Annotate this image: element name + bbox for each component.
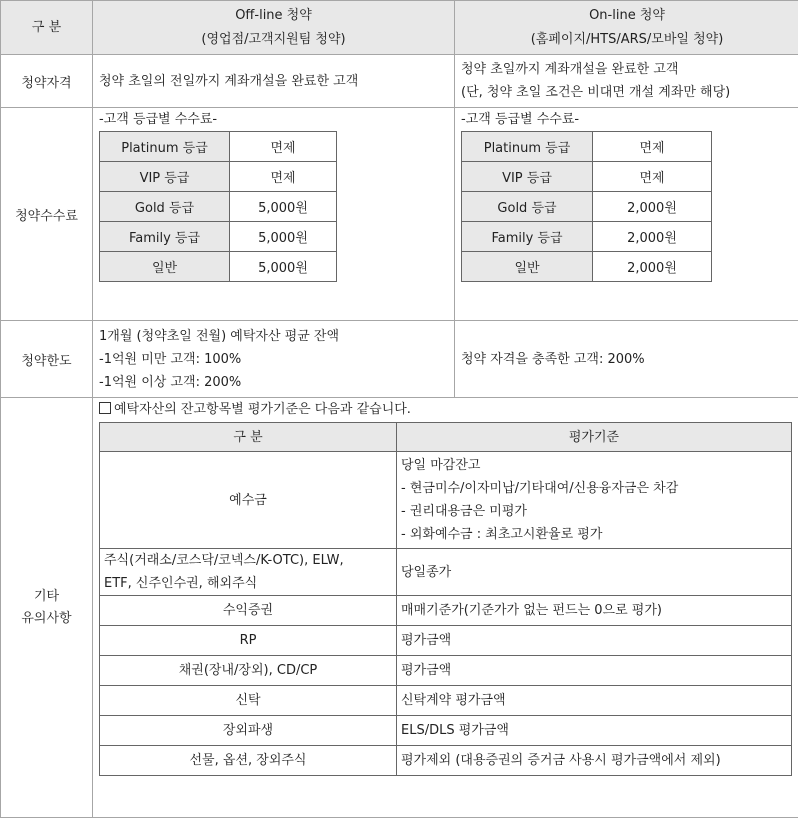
- stock-item-line1: 주식(거래소/코스닥/코넥스/K-OTC), ELW,: [104, 549, 392, 572]
- limit-offline-line1: 1개월 (청약초일 전월) 예탁자산 평균 잔액: [99, 325, 448, 348]
- fee-value: 5,000원: [230, 252, 337, 282]
- fee-grade: Family 등급: [100, 222, 230, 252]
- evaluation-criteria: 평가제외 (대용증권의 증거금 사용시 평가금액에서 제외): [397, 746, 792, 776]
- deposit-criteria-line3: - 권리대용금은 미평가: [401, 500, 787, 523]
- fee-offline-table: [99, 131, 337, 282]
- other-label-line2: 유의사항: [1, 608, 92, 630]
- table-row: [100, 596, 792, 626]
- table-row: [100, 746, 792, 776]
- evaluation-item: RP: [100, 626, 397, 656]
- limit-label: [1, 321, 93, 398]
- fee-row-item: [462, 132, 712, 162]
- fee-grade: 일반: [462, 252, 593, 282]
- limit-offline-line3: -1억원 이상 고객: 200%: [99, 371, 448, 394]
- fee-label: [1, 108, 93, 321]
- fee-online-title: -고객 등급별 수수료-: [461, 110, 793, 130]
- other-label-line1: 기타: [1, 586, 92, 608]
- fee-value: 면제: [593, 162, 712, 192]
- evaluation-table: [99, 422, 792, 776]
- checkbox-square-icon: [99, 402, 111, 414]
- offline-header-line1: Off-line 청약: [93, 4, 454, 28]
- fee-offline: [93, 108, 455, 321]
- fee-row-item: [462, 192, 712, 222]
- limit-offline-line2: -1억원 미만 고객: 100%: [99, 348, 448, 371]
- fee-value: 5,000원: [230, 192, 337, 222]
- table-row: [100, 549, 792, 596]
- deposit-criteria-line1: 당일 마감잔고: [401, 454, 787, 477]
- evaluation-item: 선물, 옵션, 장외주식: [100, 746, 397, 776]
- fee-online: [455, 108, 798, 321]
- limit-online-text: 청약 자격을 충족한 고객: 200%: [461, 352, 645, 367]
- fee-row-item: [462, 252, 712, 282]
- fee-label-text: 청약수수료: [15, 209, 78, 224]
- evaluation-criteria: 당일종가: [397, 549, 792, 596]
- fee-value: 면제: [230, 162, 337, 192]
- fee-value: 2,000원: [593, 222, 712, 252]
- evaluation-header-row: [100, 423, 792, 452]
- limit-online: [455, 321, 798, 398]
- table-row: [100, 716, 792, 746]
- deposit-criteria-line2: - 현금미수/이자미납/기타대여/신용융자금은 차감: [401, 477, 787, 500]
- evaluation-criteria: 신탁계약 평가금액: [397, 686, 792, 716]
- fee-grade: 일반: [100, 252, 230, 282]
- table-row: [100, 626, 792, 656]
- fee-row-item: [100, 252, 337, 282]
- evaluation-criteria: 평가금액: [397, 656, 792, 686]
- eligibility-row: [1, 55, 798, 108]
- evaluation-criteria: 평가금액: [397, 626, 792, 656]
- offline-header-line2: (영업점/고객지원팀 청약): [93, 28, 454, 52]
- eligibility-label: [1, 55, 93, 108]
- table-row: [100, 452, 792, 549]
- other-content: [93, 398, 798, 818]
- evaluation-item: 신탁: [100, 686, 397, 716]
- table-row: [100, 656, 792, 686]
- fee-value: 2,000원: [593, 252, 712, 282]
- fee-grade: Platinum 등급: [100, 132, 230, 162]
- limit-row: [1, 321, 798, 398]
- evaluation-item: [100, 549, 397, 596]
- eligibility-online-line2: (단, 청약 초일 조건은 비대면 개설 계좌만 해당): [461, 81, 793, 104]
- offline-header: [93, 1, 455, 55]
- eligibility-offline: [93, 55, 455, 108]
- fee-row-item: [100, 162, 337, 192]
- fee-grade: VIP 등급: [100, 162, 230, 192]
- evaluation-criteria: [397, 452, 792, 549]
- online-header-line2: (홈페이지/HTS/ARS/모바일 청약): [455, 28, 798, 52]
- eligibility-online: [455, 55, 798, 108]
- limit-offline: [93, 321, 455, 398]
- table-row: [100, 686, 792, 716]
- fee-row-item: [100, 132, 337, 162]
- online-header-line1: On-line 청약: [455, 4, 798, 28]
- other-label: [1, 398, 93, 818]
- evaluation-intro-text: 예탁자산의 잔고항목별 평가기준은 다음과 같습니다.: [114, 402, 411, 417]
- evaluation-col-criteria: 평가기준: [397, 423, 792, 452]
- eligibility-offline-text: 청약 초일의 전일까지 계좌개설을 완료한 고객: [99, 74, 358, 89]
- fee-grade: Platinum 등급: [462, 132, 593, 162]
- fee-offline-title: -고객 등급별 수수료-: [99, 110, 448, 130]
- fee-grade: Family 등급: [462, 222, 593, 252]
- online-header: [455, 1, 798, 55]
- header-row: [1, 1, 798, 55]
- evaluation-item: 장외파생: [100, 716, 397, 746]
- fee-value: 면제: [593, 132, 712, 162]
- eligibility-label-text: 청약자격: [21, 76, 71, 91]
- fee-online-table: [461, 131, 712, 282]
- evaluation-item: 예수금: [100, 452, 397, 549]
- evaluation-col-division: 구 분: [100, 423, 397, 452]
- fee-grade: Gold 등급: [462, 192, 593, 222]
- evaluation-item: 채권(장내/장외), CD/CP: [100, 656, 397, 686]
- evaluation-criteria: 매매기준가(기준가가 없는 펀드는 0으로 평가): [397, 596, 792, 626]
- fee-value: 2,000원: [593, 192, 712, 222]
- limit-label-text: 청약한도: [21, 354, 71, 369]
- stock-item-line2: ETF, 신주인수권, 해외주식: [104, 572, 392, 595]
- fee-row-item: [462, 162, 712, 192]
- division-header: [1, 1, 93, 55]
- fee-grade: Gold 등급: [100, 192, 230, 222]
- other-row: [1, 398, 798, 818]
- fee-value: 면제: [230, 132, 337, 162]
- fee-row-item: [100, 192, 337, 222]
- fee-grade: VIP 등급: [462, 162, 593, 192]
- eligibility-online-line1: 청약 초일까지 계좌개설을 완료한 고객: [461, 58, 793, 81]
- evaluation-item: 수익증권: [100, 596, 397, 626]
- evaluation-criteria: ELS/DLS 평가금액: [397, 716, 792, 746]
- division-header-text: 구 분: [32, 20, 61, 35]
- fee-row-item: [462, 222, 712, 252]
- fee-row-item: [100, 222, 337, 252]
- fee-value: 5,000원: [230, 222, 337, 252]
- fee-row: [1, 108, 798, 321]
- evaluation-intro: [99, 398, 793, 420]
- deposit-criteria-line4: - 외화예수금 : 최초고시환율로 평가: [401, 523, 787, 546]
